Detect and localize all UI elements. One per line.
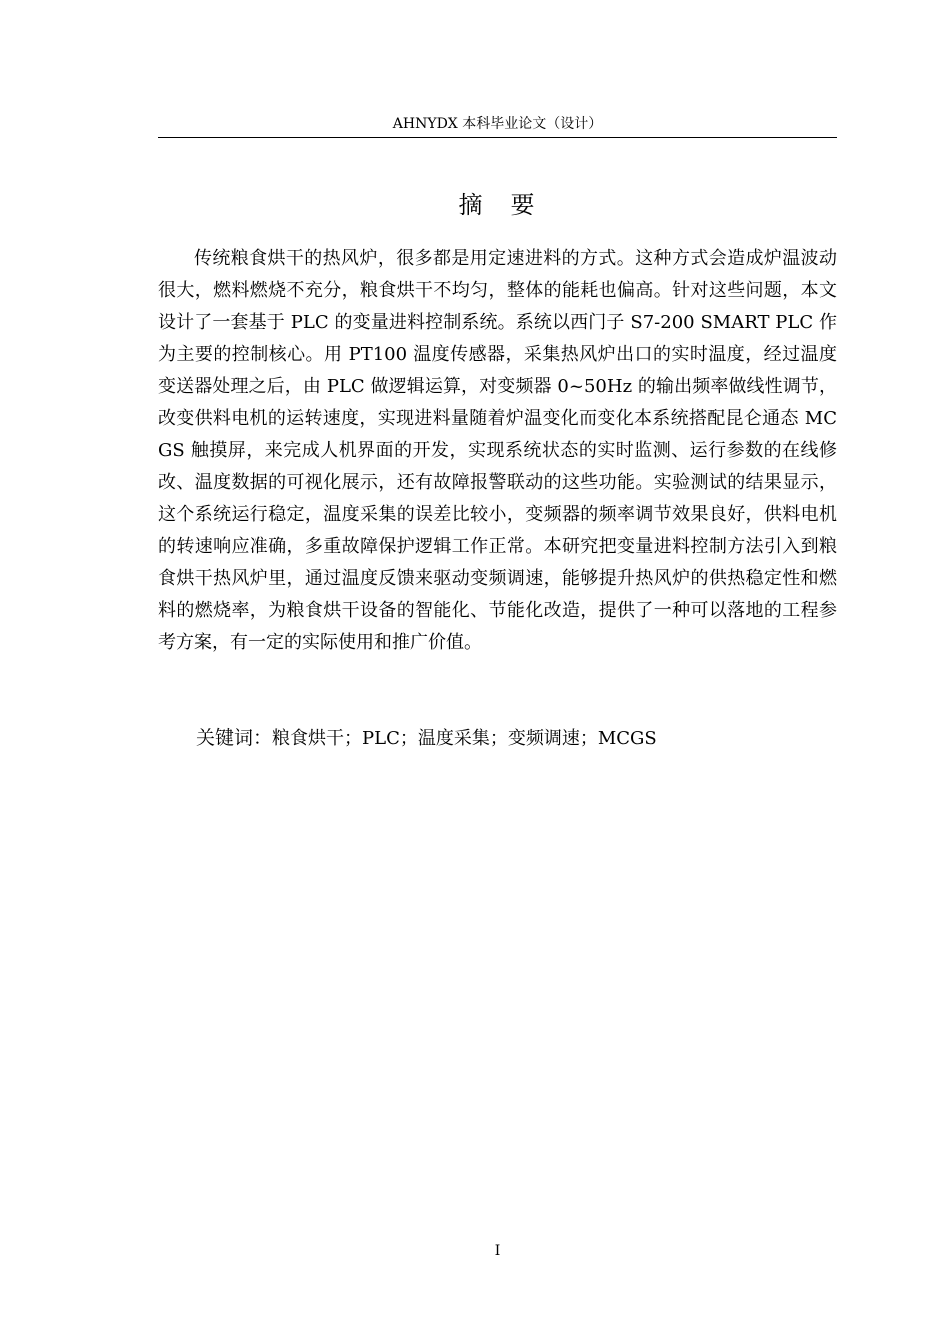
abstract-body: 传统粮食烘干的热风炉，很多都是用定速进料的方式。这种方式会造成炉温波动很大，燃料燃烧不充分，粮食烘干不均匀，整体的能耗也偏高。针对这些问题，本文设计了一套基于 PLC 的变量进料控制系统。系统以西门子 S7-200 SMART PLC 作为主要的控制核心。用 PT100 温度传感器，采集热风炉出口的实时温度，经过温度变送器处理之后，由 PLC 做逻辑运算，对变频器 0~50Hz 的输出频率做线性调节，改变供料电机的运转速度，实现进料量随着炉温变化而变化本系统搭配昆仑通态 MCGS 触摸屏，来完成人机界面的开发，实现系统状态的实时监测、运行参数的在线修改、温度数据的可视化展示，还有故障报警联动的这些功能。实验测试的结果显示，这个系统运行稳定，温度采集的误差比较小，变频器的频率调节效果良好，供料电机的转速响应准确，多重故障保护逻辑工作正常。本研究把变量进料控制方法引入到粮食烘干热风炉里，通过温度反馈来驱动变频调速，能够提升热风炉的供热稳定性和燃料的燃烧率，为粮食烘干设备的智能化、节能化改造，提供了一种可以落地的工程参考方案，有一定的实际使用和推广价值。 [158, 248, 837, 653]
keywords-line [196, 722, 837, 755]
keywords-label: 关键词： [196, 727, 273, 749]
running-header: AHNYDX 本科毕业论文（设计） [392, 116, 603, 132]
abstract-title: 摘 要 [458, 191, 537, 219]
page-number: I [494, 1243, 501, 1259]
keywords-text: 粮食烘干；PLC；温度采集；变频调速；MCGS [272, 728, 657, 749]
header-rule [158, 137, 837, 138]
